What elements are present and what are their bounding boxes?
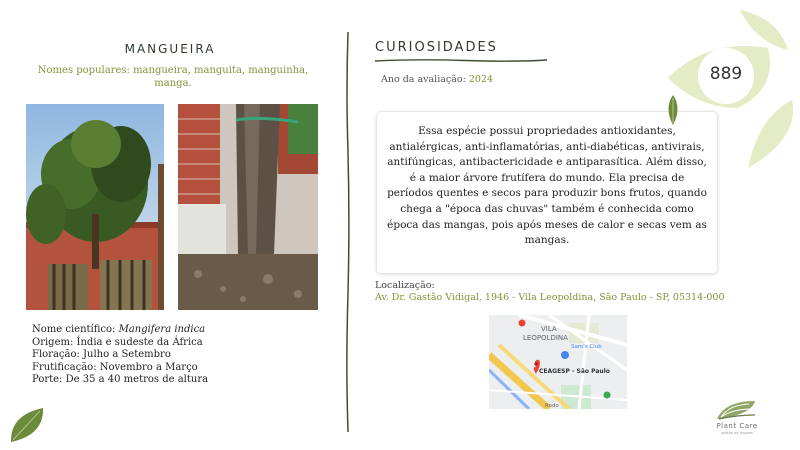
curiosities-text: Essa espécie possui propriedades antioxidantes, antialérgicas, anti-inflamatórias, anti-diabéticas, antivirais, antifúngicas, antibactericidade e antiparasítica. Além disso, é a maior árvore frutífera do mundo. Ela precisa de períodos quentes e secos para produzir bons frutos, quando chega a "época das chuvas" também é conhecida como época das mangas, pois após meses de calor e secas vem as mangas. xyxy=(387,125,707,247)
plant-care-logo-icon xyxy=(715,397,759,421)
map-area-label-leopoldina: LEOPOLDINA xyxy=(523,334,568,342)
heading-underline xyxy=(375,58,547,63)
map-street-label: Rodo xyxy=(545,403,559,409)
tree-photo-trunk xyxy=(178,104,318,310)
vertical-divider xyxy=(345,32,351,432)
tree-canopy-illustration xyxy=(26,104,164,310)
fact-scientific-name: Nome científico: Mangifera indica xyxy=(32,324,206,335)
fact-size: Porte: De 35 a 40 metros de altura xyxy=(32,374,209,386)
curiosities-card xyxy=(376,111,718,274)
fact-fruiting: Frutificação: Novembro a Março xyxy=(32,361,198,373)
fact-origin: Origem: Índia e sudeste da África xyxy=(32,336,203,348)
location-label: Localização: xyxy=(375,280,435,291)
evaluation-year: Ano da avaliação: 2024 xyxy=(381,74,494,85)
plant-care-logo-tagline: gestão de árvores xyxy=(721,431,753,435)
map-store-label: Sam's Club xyxy=(571,344,602,350)
plant-name-heading: MANGUEIRA xyxy=(124,42,216,56)
fact-flowering: Floração: Julho a Setembro xyxy=(32,349,171,361)
tree-photo-canopy xyxy=(26,104,164,310)
plant-care-logo-name: Plant Care xyxy=(716,422,758,430)
tree-trunk-illustration xyxy=(178,104,318,310)
curiosities-heading: CURIOSIDADES xyxy=(375,40,498,55)
map-pin-label: CEAGESP - São Paulo xyxy=(539,368,610,375)
small-leaf-icon xyxy=(664,94,682,126)
location-map[interactable] xyxy=(489,315,627,409)
map-area-label-vila: VILA xyxy=(541,325,557,333)
corner-leaf-icon xyxy=(8,405,46,445)
evaluation-number-badge: 889 xyxy=(709,64,743,84)
popular-names: Nomes populares: mangueira, manguita, manguinha, manga. xyxy=(37,65,309,89)
location-address: Av. Dr. Gastão Vidigal, 1946 - Vila Leopoldina, São Paulo - SP, 05314-000 xyxy=(375,292,725,303)
plant-facts-list xyxy=(32,324,208,387)
decorative-leaves xyxy=(668,8,800,188)
map-illustration xyxy=(489,315,627,409)
